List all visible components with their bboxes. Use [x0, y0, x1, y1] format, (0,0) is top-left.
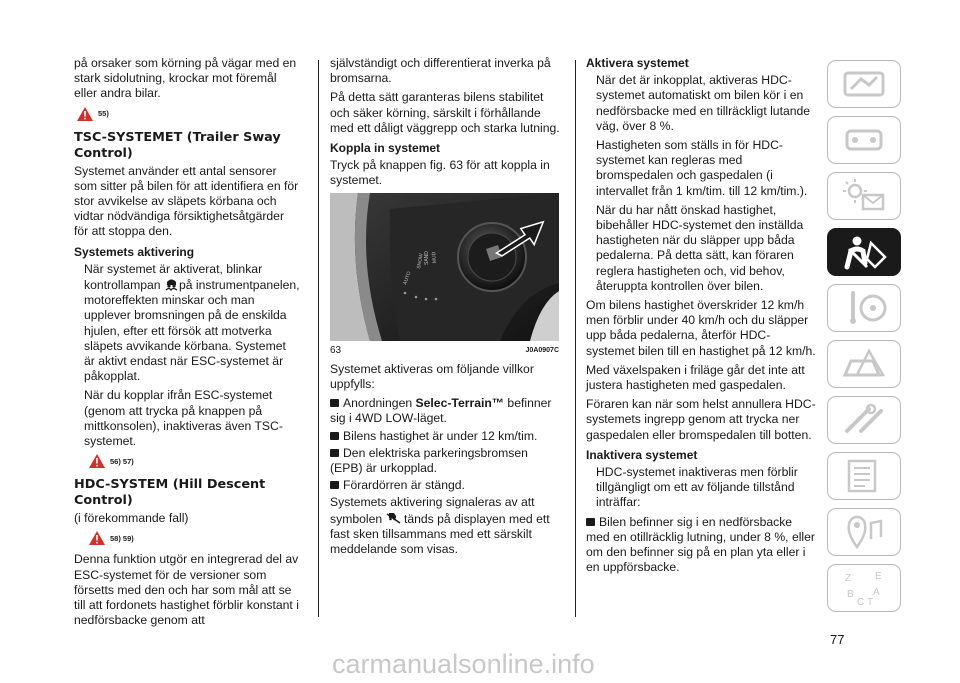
- paragraph: Med växelspaken i friläge går det inte att justera hastigheten med gaspedalen.: [586, 362, 805, 393]
- paragraph: på orsaker som körning på vägar med en stark sidolutning, krockar mot föremål eller andra bilar.: [74, 56, 297, 101]
- knob-label-sand: SAND: [424, 250, 430, 265]
- paragraph: HDC-systemet inaktiveras men förblir tillgängligt om ett av följande tillstånd inträffar:: [596, 465, 798, 510]
- bullet-item: [330, 396, 562, 426]
- paragraph: (i förekommande fall): [74, 511, 189, 526]
- paragraph: Denna funktion utgör en integrerad del av ESC-systemet för de versioner som försetts med den och har som mål att se till att fordonets hastighet förblir konstant i nedförsbacke genom att: [74, 552, 299, 628]
- paragraph: När du kopplar ifrån ESC-systemet (genom att trycka på knappen på mittkonsolen), inaktiveras även TSC-systemet.: [84, 388, 283, 449]
- hdc-symbol-icon: [386, 511, 401, 525]
- section-heading-hdc: HDC-SYSTEM (Hill Descent Control): [74, 477, 266, 509]
- service-tools-icon: [839, 401, 889, 439]
- seatbelt-airbag-icon: [839, 233, 889, 271]
- subheading-engage: Koppla in systemet: [330, 141, 441, 156]
- paragraph: Om bilens hastighet överskrider 12 km/h men förblir under 40 km/h och du släpper upp båda pedalerna, återför HDC-systemet bilen till en hastighet på 12 km/h.: [586, 298, 816, 358]
- column-left: [74, 56, 300, 632]
- media-location-icon: [839, 513, 889, 551]
- paragraph: När du har nått önskad hastighet, bibehåller HDC-systemet den inställda hastigheten när du släpper upp båda pedalerna. På detta sätt, kan föraren reglera hastigheten och, vid behov, återuppta kontrollen över bilen.: [596, 202, 804, 293]
- warning-ref: [88, 453, 300, 469]
- text: Systemets aktivering signaleras av att symbolen: [330, 495, 535, 526]
- sun-envelope-icon: [839, 177, 889, 215]
- chapter-tab-safety-active[interactable]: [827, 228, 901, 276]
- paragraph: Föraren kan när som helst annullera HDC-systemets ingrepp genom att trycka ner gaspedalen eller bromspedalen till botten.: [586, 397, 816, 442]
- bullet-item: Den elektriska parkeringsbromsen (EPB) är urkopplad.: [330, 446, 562, 476]
- chapter-tab-lights[interactable]: [827, 116, 901, 164]
- paragraph: Tryck på knappen fig. 63 för att koppla in systemet.: [330, 158, 550, 188]
- chapter-tab-index[interactable]: [827, 564, 901, 612]
- warning-triangle-icon: [88, 530, 106, 546]
- warning-numbers: 55): [98, 109, 109, 119]
- paragraph: [330, 495, 562, 557]
- warning-ref: [88, 530, 300, 546]
- figure-code: J0A0907C: [525, 346, 559, 354]
- knob-label-mud: MUD: [431, 251, 438, 263]
- text: befinner sig i 4WD LOW-läget.: [330, 396, 552, 426]
- text: Anordningen: [343, 396, 416, 411]
- spec-sheet-icon: [839, 457, 889, 495]
- dashboard-car-icon: [839, 65, 889, 103]
- text-bold: Selec-Terrain™: [415, 396, 505, 411]
- knob-label-snow: SNOW: [416, 252, 425, 269]
- warning-car-icon: [839, 345, 889, 383]
- index-letter: A: [873, 587, 880, 598]
- text: tänds på displayen med ett fast sken tillsammans med ett särskilt meddelande som visas.: [330, 511, 550, 557]
- section-heading-tsc: TSC-SYSTEMET (Trailer Sway Control): [74, 129, 281, 161]
- chapter-tab-service[interactable]: [827, 396, 901, 444]
- chapter-tab-specifications[interactable]: [827, 452, 901, 500]
- column-divider: [575, 60, 576, 617]
- index-letter: E: [875, 571, 882, 582]
- warning-ref: [76, 106, 300, 122]
- text: på instrumentpanelen, motoreffekten minskar och man upplever bromsningen på de enskilda hjulen, efter ett försök att motverka släpets avvikande körbana. Systemet är aktivt endast när ESC-systemet är påkopplat.: [84, 278, 300, 384]
- bullet-item: Bilens hastighet är under 12 km/tim.: [330, 429, 562, 444]
- warning-triangle-icon: [76, 106, 94, 122]
- chapter-tab-climate[interactable]: [827, 172, 901, 220]
- subheading-deactivate: Inaktivera systemet: [586, 447, 698, 462]
- alphabet-index-icon: [839, 569, 889, 607]
- warning-numbers: 58) 59): [110, 534, 134, 544]
- tsc-warning-light-icon: [164, 277, 179, 291]
- text: När systemet är aktiverat, blinkar kontrollampan: [84, 261, 263, 293]
- car-lights-icon: [839, 121, 889, 159]
- warning-triangle-icon: [88, 453, 106, 469]
- warning-numbers: 56) 57): [110, 457, 134, 467]
- chapter-tab-multimedia[interactable]: [827, 508, 901, 556]
- paragraph: På detta sätt garanteras bilens stabilitet och säker körning, särskilt i förhållande med ett dåligt väggrepp och starka lutning.: [330, 90, 560, 135]
- knob-label-auto: AUTO: [402, 270, 413, 286]
- paragraph: När det är inkopplat, aktiveras HDC-systemet automatiskt om bilen kör i en nedförsbacke med en tillräckligt lutande väg, över 8 %.: [596, 73, 811, 133]
- page-number: 77: [830, 632, 845, 647]
- watermark-text: carmanualsonline.info: [332, 649, 595, 679]
- subheading-activate: Aktivera systemet: [586, 56, 689, 70]
- index-letter: T: [867, 597, 874, 607]
- column-middle: [330, 56, 562, 561]
- wrench-steering-icon: [839, 289, 889, 327]
- bullet-item: Bilen befinner sig i en nedförsbacke med en otillräcklig lutning, under 8 %, eller om den befinner sig på en plan yta eller i en uppförsbacke.: [586, 515, 818, 576]
- paragraph: självständigt och differentierat inverka på bromsarna.: [330, 56, 551, 86]
- paragraph: Systemet aktiveras om följande villkor uppfylls:: [330, 361, 534, 392]
- subheading-activation: Systemets aktivering: [74, 244, 195, 259]
- index-letter: C: [857, 597, 865, 607]
- paragraph: Hastigheten som ställs in för HDC-systemet kan regleras med bromspedalen och gaspedalen (i intervallet från 1 km/tim. till 12 km/tim.).: [596, 138, 808, 198]
- column-right: [586, 56, 818, 578]
- column-divider: [318, 60, 319, 617]
- paragraph: Systemet använder ett antal sensorer som sitter på bilen för att identifiera en för stor avvikelse av släpets körbana och vidtar nödvändiga försiktighetsåtgärder för att stoppa den.: [74, 163, 299, 239]
- figure-number: 63: [330, 344, 342, 356]
- bullet-item: Förardörren är stängd.: [330, 478, 562, 493]
- chapter-tab-emergency[interactable]: [827, 340, 901, 388]
- figure-hdc-button-photo: [330, 193, 559, 341]
- index-letter: Z: [845, 573, 852, 584]
- chapter-tab-driving[interactable]: [827, 284, 901, 332]
- index-letter: B: [847, 589, 854, 600]
- chapter-tab-dashboard[interactable]: [827, 60, 901, 108]
- paragraph: [74, 262, 300, 385]
- figure-caption: [330, 343, 559, 358]
